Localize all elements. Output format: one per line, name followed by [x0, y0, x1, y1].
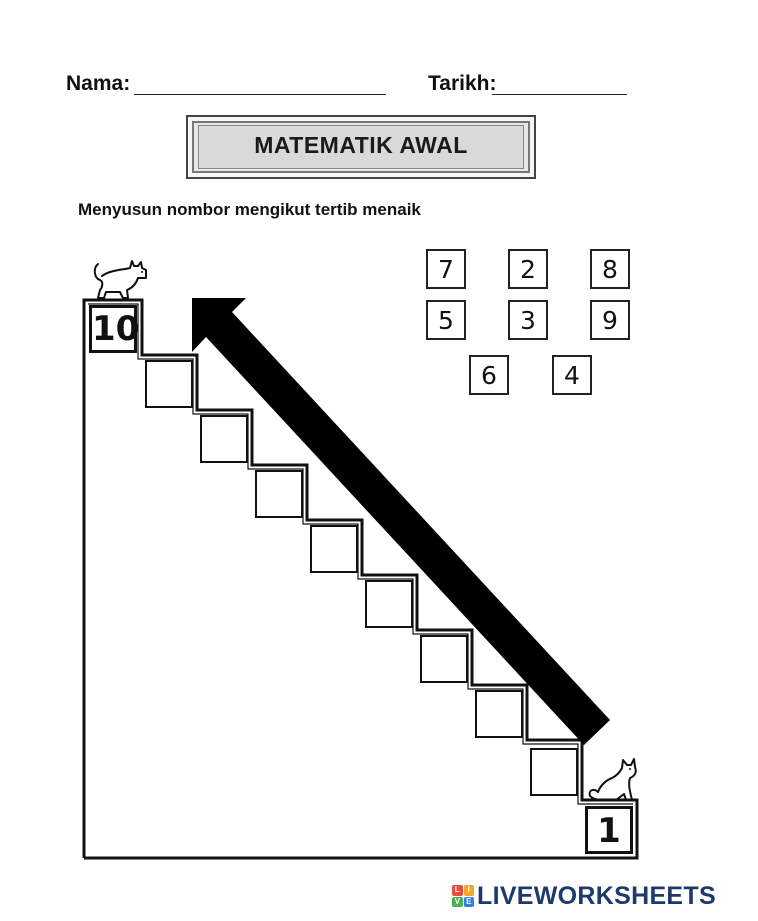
number-card[interactable]: 9	[590, 300, 630, 340]
number-card[interactable]: 2	[508, 249, 548, 289]
number-card[interactable]: 7	[426, 249, 466, 289]
instruction-text: Menyusun nombor mengikut tertib menaik	[78, 200, 421, 219]
logo-letter: L	[452, 885, 463, 896]
number-card[interactable]: 3	[508, 300, 548, 340]
number-card[interactable]: 8	[590, 249, 630, 289]
logo-letter: I	[464, 885, 475, 896]
step-bottom-box: 1	[585, 806, 633, 854]
cat-icon	[586, 756, 640, 802]
page-title: MATEMATIK AWAL	[254, 132, 468, 158]
cat-icon	[90, 256, 150, 300]
name-label: Nama:	[66, 72, 131, 95]
step-top-box: 10	[89, 305, 137, 353]
number-card[interactable]: 5	[426, 300, 466, 340]
number-card[interactable]: 4	[552, 355, 592, 395]
liveworksheets-logo[interactable]	[452, 882, 716, 910]
date-label: Tarikh:	[428, 72, 497, 95]
logo-letter: E	[464, 897, 475, 908]
brand-name: LIVEWORKSHEETS	[477, 881, 716, 910]
logo-letter: V	[452, 897, 463, 908]
number-card[interactable]: 6	[469, 355, 509, 395]
logo-mark-icon	[452, 885, 474, 907]
